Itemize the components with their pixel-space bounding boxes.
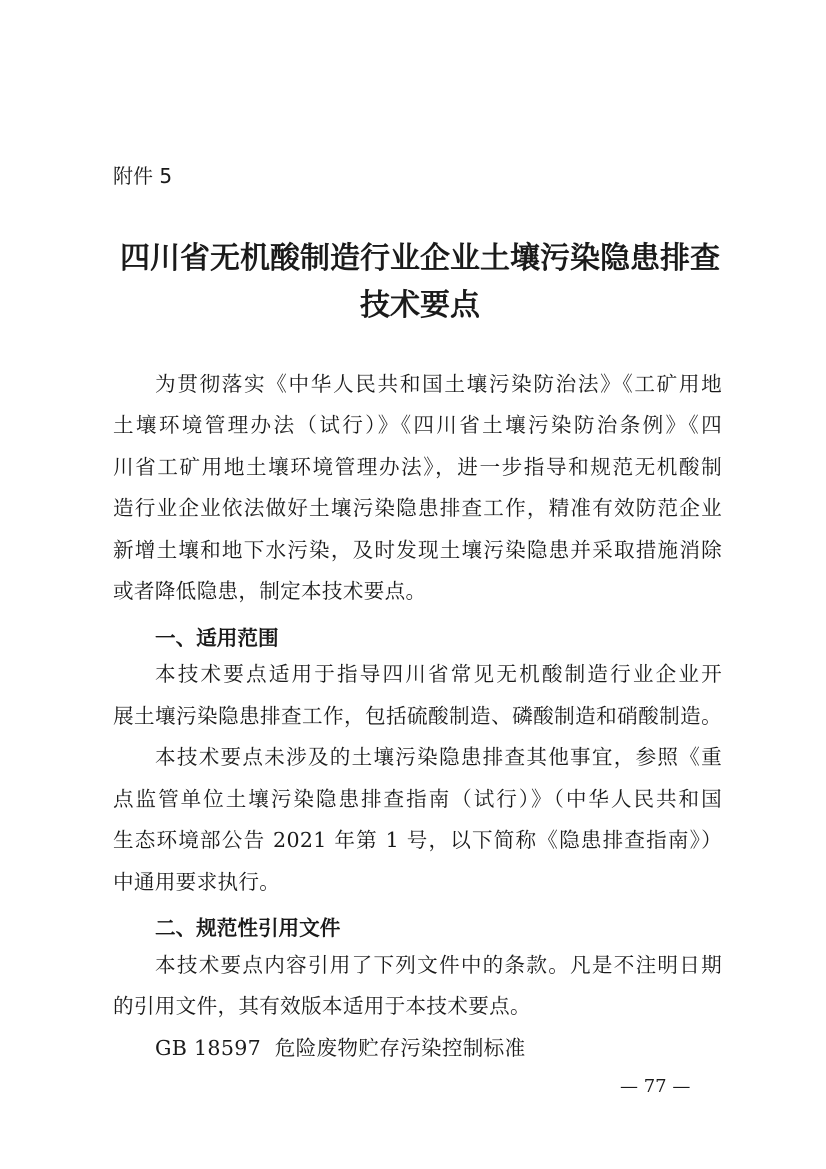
- reference-item: GB 18597 危险废物贮存污染控制标准: [155, 1036, 526, 1060]
- intro-line: 川省工矿用地土壤环境管理办法》，进一步指导和规范无机酸制: [113, 455, 722, 479]
- page-number: — 77 —: [620, 1076, 691, 1097]
- intro-line: 土壤环境管理办法（试行）》《四川省土壤污染防治条例》《四: [113, 413, 722, 437]
- section2-para1-line: 的引用文件，其有效版本适用于本技术要点。: [113, 994, 531, 1018]
- intro-line: 或者降低隐患，制定本技术要点。: [113, 579, 427, 603]
- section1-para2-line: 点监管单位土壤污染隐患排查指南（试行）》（中华人民共和国: [113, 787, 722, 811]
- section1-para2-line: 本技术要点未涉及的土壤污染隐患排查其他事宜，参照《重: [155, 745, 722, 769]
- section1-para1-line: 展土壤污染隐患排查工作，包括硫酸制造、磷酸制造和硝酸制造。: [113, 704, 722, 728]
- section-heading-references: 二、规范性引用文件: [155, 916, 341, 940]
- intro-line: 为贯彻落实《中华人民共和国土壤污染防治法》《工矿用地: [155, 372, 722, 396]
- intro-line: 造行业企业依法做好土壤污染隐患排查工作，精准有效防范企业: [113, 496, 722, 520]
- section-heading-scope: 一、适用范围: [155, 626, 279, 650]
- intro-line: 新增土壤和地下水污染，及时发现土壤污染隐患并采取措施消除: [113, 538, 722, 562]
- document-title-line1: 四川省无机酸制造行业企业土壤污染隐患排查: [120, 241, 720, 276]
- section1-para1-line: 本技术要点适用于指导四川省常见无机酸制造行业企业开: [155, 662, 722, 686]
- attachment-label: 附件 5: [113, 164, 173, 188]
- document-title-line2: 技术要点: [360, 288, 480, 323]
- section1-para2-line: 生态环境部公告 2021 年第 1 号，以下简称《隐患排查指南》）: [113, 828, 722, 852]
- section1-para2-line: 中通用要求执行。: [113, 870, 281, 894]
- section2-para1-line: 本技术要点内容引用了下列文件中的条款。凡是不注明日期: [155, 953, 722, 977]
